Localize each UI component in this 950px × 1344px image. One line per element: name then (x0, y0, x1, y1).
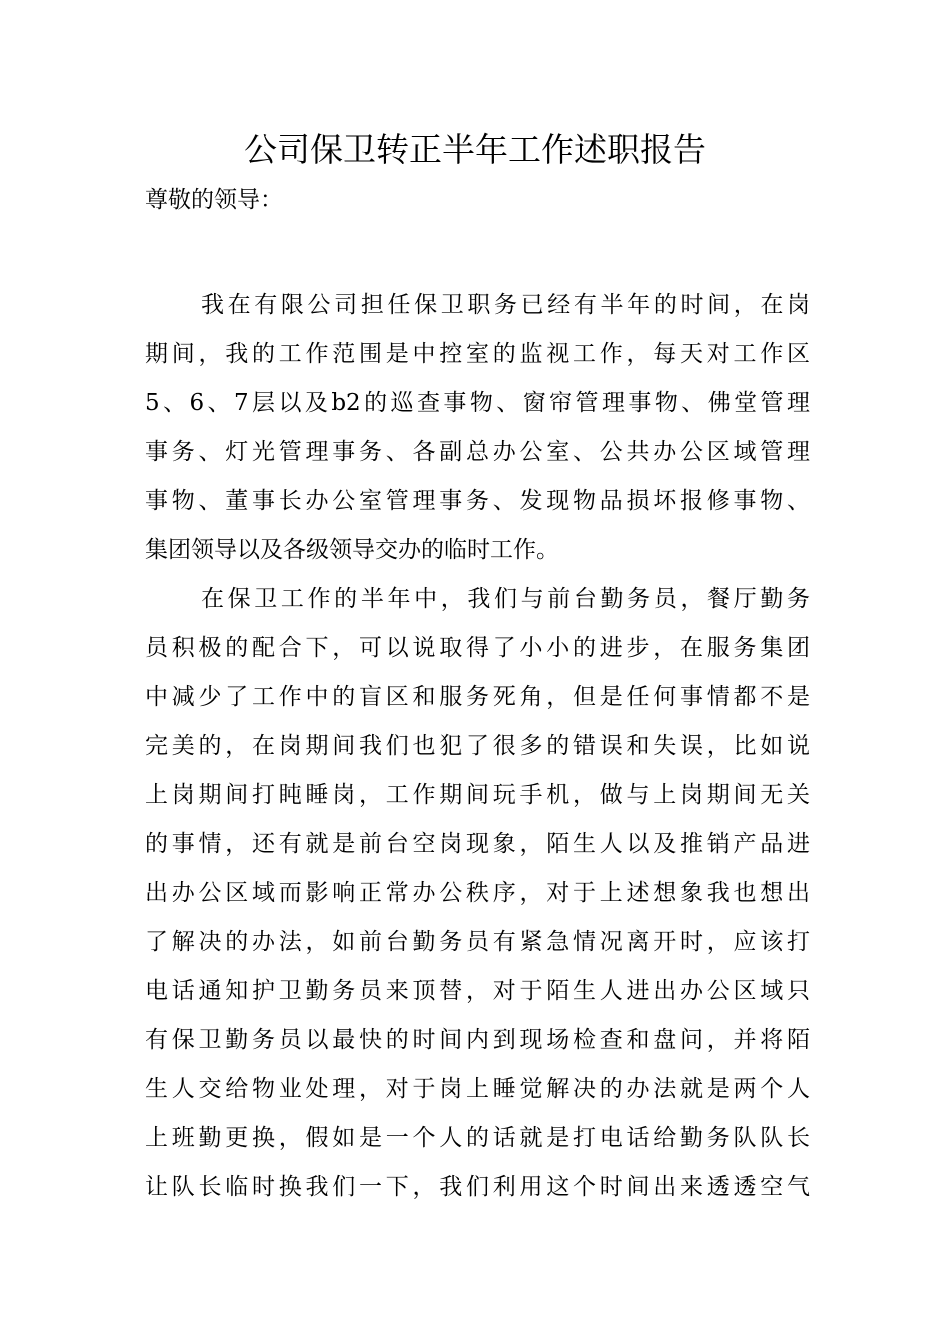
text-line: 5、6、7层以及b2的巡查事物、窗帘管理事物、佛堂管理 (145, 390, 810, 416)
text-line: 中减少了工作中的盲区和服务死角，但是任何事情都不是 (145, 684, 810, 710)
text-line: 电话通知护卫勤务员来顶替，对于陌生人进出办公区域只 (145, 978, 810, 1004)
text-line: 期间，我的工作范围是中控室的监视工作，每天对工作区 (145, 341, 810, 367)
document-title: 公司保卫转正半年工作述职报告 (244, 130, 706, 169)
text-line: 生人交给物业处理，对于岗上睡觉解决的办法就是两个人 (145, 1076, 810, 1102)
text-line: 事物、董事长办公室管理事务、发现物品损坏报修事物、 (145, 488, 810, 514)
text-line: 上岗期间打盹睡岗，工作期间玩手机，做与上岗期间无关 (145, 782, 810, 808)
salutation: 尊敬的领导： (145, 187, 283, 213)
paragraph (145, 575, 810, 1212)
text-line: 让队长临时换我们一下，我们利用这个时间出来透透空气 (145, 1174, 810, 1200)
document-body (145, 281, 810, 1212)
text-line: 出办公区域而影响正常办公秩序，对于上述想象我也想出 (145, 880, 810, 906)
text-line: 上班勤更换，假如是一个人的话就是打电话给勤务队队长 (145, 1125, 810, 1151)
paragraph (145, 281, 810, 575)
text-line: 集团领导以及各级领导交办的临时工作。 (145, 537, 559, 563)
text-line: 我在有限公司担任保卫职务已经有半年的时间，在岗 (201, 292, 810, 318)
text-line: 事务、灯光管理事务、各副总办公室、公共办公区域管理 (145, 439, 810, 465)
text-line: 有保卫勤务员以最快的时间内到现场检查和盘问，并将陌 (145, 1027, 810, 1053)
text-line: 在保卫工作的半年中，我们与前台勤务员，餐厅勤务 (201, 586, 810, 612)
text-line: 完美的，在岗期间我们也犯了很多的错误和失误，比如说 (145, 733, 810, 759)
text-line: 员积极的配合下，可以说取得了小小的进步，在服务集团 (145, 635, 810, 661)
text-line: 的事情，还有就是前台空岗现象，陌生人以及推销产品进 (145, 831, 810, 857)
text-line: 了解决的办法，如前台勤务员有紧急情况离开时，应该打 (145, 929, 810, 955)
